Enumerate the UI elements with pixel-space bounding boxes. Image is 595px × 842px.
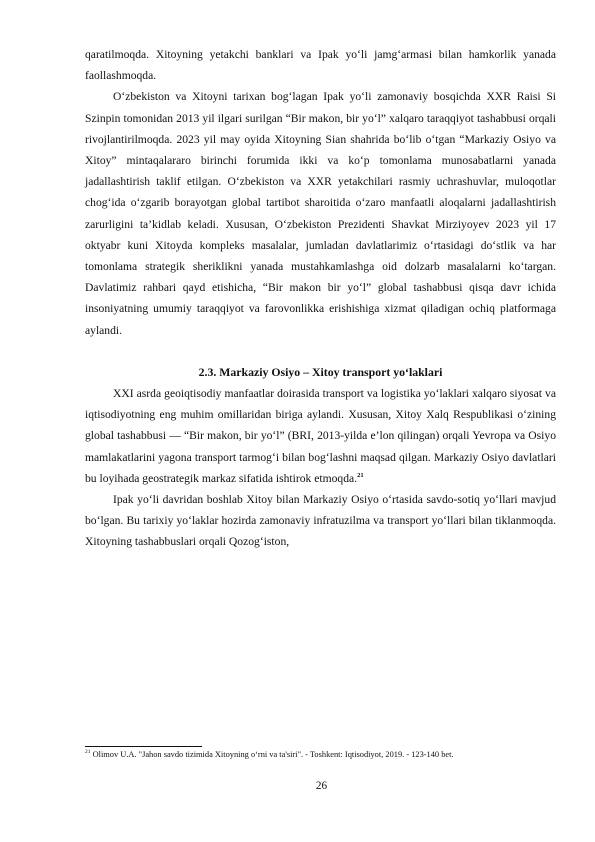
paragraph-continuation: qaratilmoqda. Xitoyning yetakchi banklari va Ipak yo‘li jamg‘armasi bilan hamkorlik yanada faollashmoqda. bbox=[85, 48, 556, 83]
paragraph-transport-text: XXI asrda geoiqtisodiy manfaatlar doirasida transport va logistika yo‘laklari xalqaro siyosat va iqtisodiyotning eng muhim omillaridan biriga aylandi. Xususan, Xitoy Xalq Respublikasi o‘zining global tashabbusi — “Bir makon, bir yo‘l” (BRI, 2013-yilda e’lon qilingan) orqali Yevropa va Osiyo mamlakatlarini yagona transport tarmog‘i bilan bog‘lashni maqsad qilgan. Markaziy Osiyo davlatlari bu loyihada geostrategik markaz sifatida ishtirok etmoqda. bbox=[85, 387, 556, 485]
page-body bbox=[85, 44, 556, 553]
paragraph-transport-corridors bbox=[85, 383, 556, 489]
page-number: 26 bbox=[315, 780, 328, 792]
paragraph-silk-road: O‘zbekiston va Xitoyni tarixan bog‘lagan Ipak yo‘li zamonaviy bosqichda XXR Raisi Si Szinpin tomonidan 2013 yil ilgari surilgan “Bir makon, bir yo‘l” xalqaro taraqqiyot tashabbusi orqali rivojlantirilmoqda. 2023 yil may oyida Xitoyning Sian shahrida bo‘lib o‘tgan “Markaziy Osiyo va Xitoy” mintaqalararo birinchi forumida ikki va ko‘p tomonlama munosabatlarni yanada jadallashtirish taklif etilgan. O‘zbekiston va XXR yetakchilari rasmiy uchrashuvlar, muloqotlar chog‘ida o‘zgarib borayotgan global tartibot sharoitida o‘zaro manfaatli aloqalarni jadallashtirish zarurligini ta’kidlab keladi. Xususan, O‘zbekiston Prezidenti Shavkat Mirziyoyev 2023 yil 17 oktyabr kuni Xitoyda kompleks masalalar, jumladan davlatlarimiz o‘rtasidagi do‘stlik va har tomonlama strategik sheriklikni yanada mustahkamlashga oid dolzarb masalalarni ko‘targan. Davlatimiz rahbari qayd etishicha, “Bir makon bir yo‘l” global tashabbusi qisqa davr ichida insoniyatning umumiy taraqqiyot va farovonlikka erishishiga xizmat qiladigan ochiq platformaga aylandi. bbox=[85, 90, 556, 337]
section-heading: 2.3. Markaziy Osiyo – Xitoy transport yo‘laklari bbox=[198, 364, 443, 379]
footnote-reference: 21 bbox=[357, 472, 364, 479]
footnote-text: Olimov U.A. "Jahon savdo tizimida Xitoyning o‘rni va ta'siri". - Toshkent: Iqtisodiyot, 2019. - 123-140 bet. bbox=[90, 750, 454, 759]
footnote-separator bbox=[85, 746, 202, 747]
paragraph-trade-routes: Ipak yo‘li davridan boshlab Xitoy bilan Markaziy Osiyo o‘rtasida savdo-sotiq yo‘llari mavjud bo‘lgan. Bu tarixiy yo‘laklar hozirda zamonaviy infratuzilma va transport yo‘llari bilan tiklanmoqda. Xitoyning tashabbuslari orqali Qozog‘iston, bbox=[85, 493, 556, 549]
footnote bbox=[85, 749, 556, 761]
footnote-number: 21 bbox=[85, 749, 91, 756]
